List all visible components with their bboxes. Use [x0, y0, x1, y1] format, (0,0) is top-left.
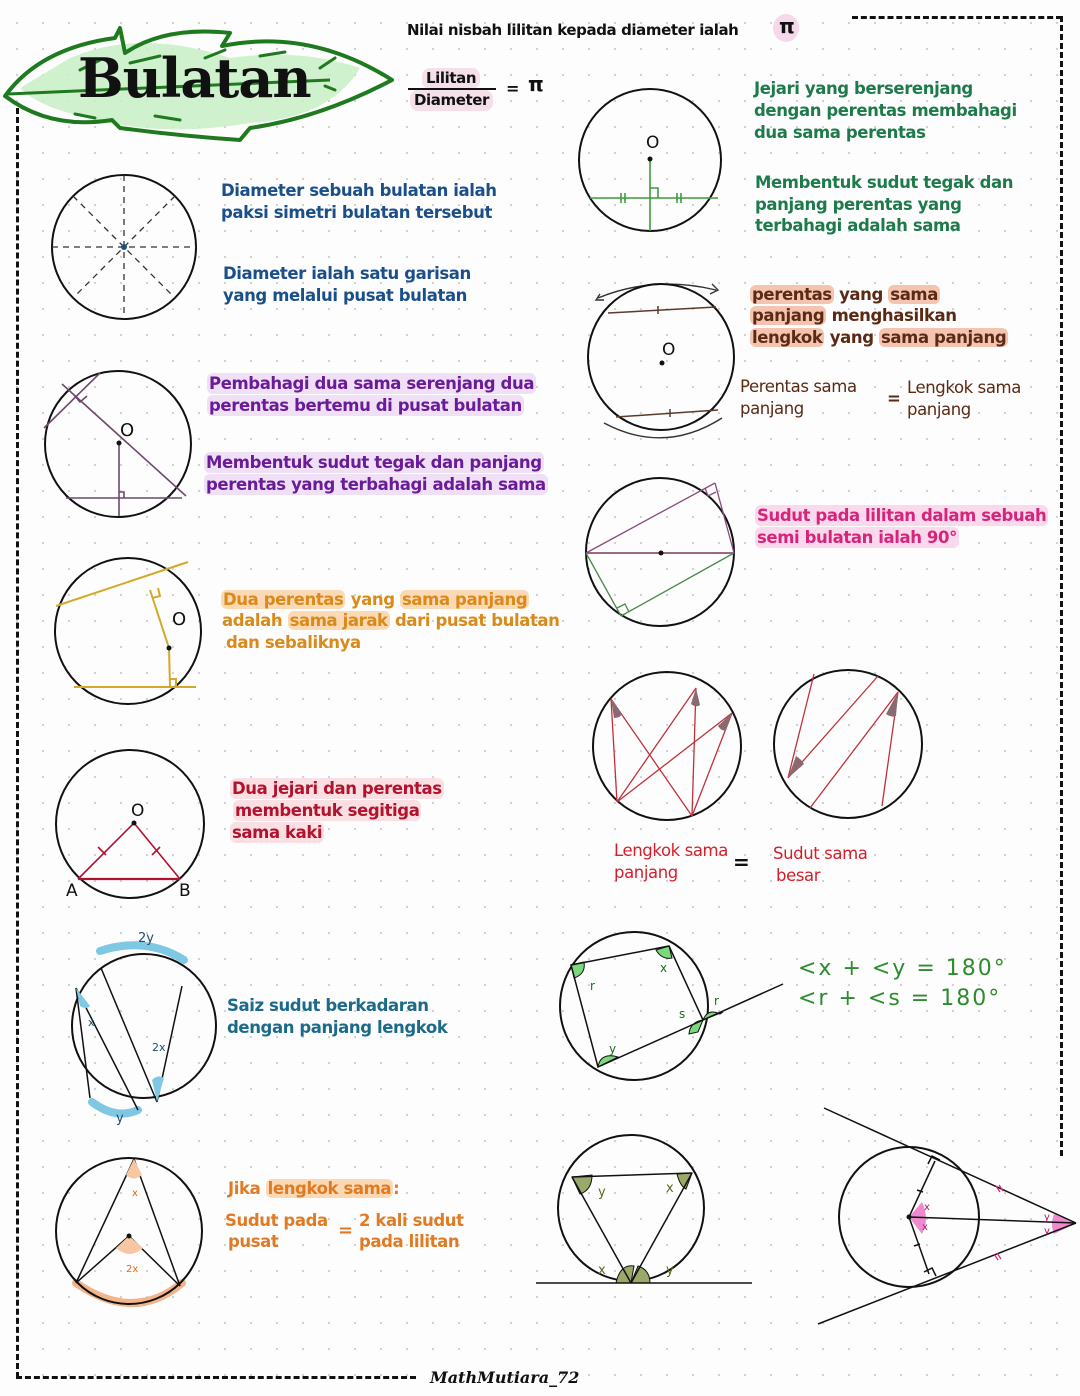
equal-arcs-left-text-1: Lengkok sama	[614, 841, 728, 860]
text-yang: yang	[345, 590, 400, 609]
highlight-perentas: perentas	[752, 285, 832, 304]
highlight-dua-perentas: Dua perentas	[223, 590, 344, 609]
bisector-text-2: perentas bertemu di pusat bulatan	[209, 396, 522, 415]
equals-sign: =	[506, 79, 520, 98]
central-angle-right-2: pada lilitan	[359, 1232, 460, 1251]
diameter-text-4: yang melalui pusat bulatan	[223, 286, 468, 305]
text-adalah: adalah	[222, 611, 288, 630]
svg-text:y: y	[666, 1263, 674, 1278]
equal-arcs-left-text-2: panjang	[614, 863, 678, 882]
svg-text:y: y	[598, 1185, 606, 1200]
diameter-text-3: Diameter ialah satu garisan	[223, 264, 471, 283]
equal-arcs-right-1: Lengkok sama	[907, 378, 1021, 397]
cyclic-equation-2: <r + <s = 180°	[798, 986, 1002, 1011]
equal-arcs-text-2	[750, 305, 957, 326]
fraction-denominator: Diameter	[410, 90, 493, 111]
highlight-sama-panjang: sama panjang	[402, 590, 528, 609]
text-dari-pusat: dari pusat bulatan	[389, 611, 560, 630]
equal-arcs-angles-diagram-1	[592, 670, 747, 825]
proportional-angle-diagram	[56, 928, 216, 1128]
equal-arcs-equals-sign: =	[733, 850, 750, 874]
svg-text:A: A	[66, 881, 78, 901]
central-angle-equals: =	[338, 1220, 353, 1241]
equal-arcs-text-1	[750, 284, 940, 305]
svg-text:x: x	[660, 961, 668, 975]
semicircle-angle-diagram	[584, 476, 736, 628]
bisector-text-1: Pembahagi dua sama serenjang dua	[209, 374, 535, 393]
equal-chords-text-3: dan sebaliknya	[226, 633, 361, 652]
fraction-numerator: Lilitan	[422, 68, 480, 89]
semicircle-text-1: Sudut pada lilitan dalam sebuah	[757, 506, 1047, 525]
svg-text:r: r	[590, 979, 595, 993]
svg-text:x: x	[922, 1222, 928, 1233]
proportional-text-1: Saiz sudut berkadaran	[227, 996, 429, 1015]
equal-arcs-right-2: panjang	[907, 400, 971, 419]
frame-border-left	[16, 108, 19, 1378]
svg-text:2y: 2y	[138, 931, 154, 946]
svg-text:x: x	[88, 1016, 95, 1029]
highlight-panjang: panjang	[752, 306, 825, 325]
equal-angles-right-text-1: Sudut sama	[773, 844, 868, 863]
equal-arcs-left-2: panjang	[740, 399, 804, 418]
alternate-segment-diagram	[534, 1134, 756, 1289]
isosceles-triangle-diagram	[54, 748, 214, 903]
highlight-lengkok: lengkok	[752, 328, 823, 347]
equal-arcs-angles-diagram-2	[774, 664, 926, 824]
central-angle-diagram	[54, 1158, 214, 1318]
radius-text-4: Membentuk sudut tegak dan	[755, 173, 1014, 192]
pi-value: π	[528, 72, 544, 96]
svg-text:O: O	[646, 133, 660, 153]
text-menghasilkan: menghasilkan	[826, 306, 957, 325]
highlight-sama-panjang-2: sama panjang	[881, 328, 1007, 347]
central-angle-left-2: pusat	[228, 1232, 279, 1251]
svg-text:2x: 2x	[152, 1041, 166, 1054]
isosceles-text-1: Dua jejari dan perentas	[232, 779, 442, 798]
frame-border-top	[852, 16, 1062, 19]
text-colon: :	[393, 1179, 400, 1198]
diameter-symmetry-diagram	[50, 172, 200, 322]
svg-text:2x: 2x	[126, 1264, 139, 1275]
radius-perpendicular-diagram	[578, 88, 728, 238]
diameter-text-1: Diameter sebuah bulatan ialah	[221, 181, 497, 200]
isosceles-text-2: membentuk segitiga	[235, 801, 420, 820]
radius-text-1: Jejari yang berserenjang	[754, 79, 973, 98]
text-yang: yang	[833, 285, 889, 304]
radius-text-2: dengan perentas membahagi	[754, 101, 1017, 120]
proportional-text-2: dengan panjang lengkok	[227, 1018, 448, 1037]
svg-text:x: x	[924, 1202, 930, 1213]
radius-text-6: terbahagi adalah sama	[755, 216, 961, 235]
semicircle-text-2: semi bulatan ialah 90°	[757, 528, 957, 547]
svg-text:y: y	[116, 1111, 124, 1126]
equal-chords-arcs-diagram	[594, 280, 734, 450]
equal-chords-text-2	[222, 610, 560, 631]
bisector-text-3: Membentuk sudut tegak dan panjang	[206, 453, 542, 472]
svg-text:y: y	[1044, 1226, 1050, 1237]
svg-text:O: O	[662, 340, 676, 360]
radius-text-3: dua sama perentas	[754, 123, 926, 142]
cyclic-equation-1: <x + <y = 180°	[798, 956, 1007, 981]
highlight-sama: sama	[890, 285, 938, 304]
svg-text:r: r	[714, 994, 719, 1008]
svg-text:O: O	[172, 609, 187, 630]
highlight-sama-jarak: sama jarak	[289, 611, 388, 630]
radius-text-5: panjang perentas yang	[755, 195, 962, 214]
svg-text:y: y	[609, 1042, 617, 1056]
text-jika: Jika	[228, 1179, 266, 1198]
svg-text:B: B	[179, 881, 191, 901]
cyclic-quadrilateral-diagram	[558, 932, 788, 1082]
central-angle-heading	[228, 1178, 399, 1199]
highlight-lengkok-sama: lengkok sama	[267, 1179, 392, 1198]
svg-text:x: x	[598, 1263, 606, 1278]
equal-chords-distance-diagram	[52, 556, 202, 706]
svg-text:y: y	[1044, 1212, 1050, 1223]
central-angle-right-1: 2 kali sudut	[359, 1211, 464, 1230]
pi-symbol: π	[779, 14, 795, 38]
isosceles-text-3: sama kaki	[232, 823, 323, 842]
central-angle-left-1: Sudut pada	[225, 1211, 328, 1230]
equal-chords-text-1	[221, 589, 529, 610]
equal-arcs-left-1: Perentas sama	[740, 377, 857, 396]
equal-angles-right-text-2: besar	[776, 866, 821, 885]
ratio-statement: Nilai nisbah lilitan kepada diameter ialah	[407, 21, 739, 39]
text-yang-2: yang	[824, 328, 879, 347]
equal-arcs-text-3	[750, 327, 1008, 348]
equal-arcs-equals: =	[887, 389, 901, 408]
author-signature: MathMutiara_72	[430, 1368, 580, 1387]
page-title: Bulatan	[78, 46, 311, 110]
frame-border-right	[1060, 16, 1063, 1156]
diameter-text-2: paksi simetri bulatan tersebut	[221, 203, 492, 222]
perpendicular-bisector-diagram	[44, 368, 194, 518]
tangents-diagram	[814, 1104, 1080, 1329]
svg-text:O: O	[131, 801, 145, 821]
svg-text:O: O	[120, 420, 135, 441]
svg-text:x: x	[132, 1188, 138, 1199]
svg-text:x: x	[666, 1181, 674, 1196]
frame-border-bottom	[16, 1376, 416, 1379]
svg-text:s: s	[679, 1007, 686, 1021]
bisector-text-4: perentas yang terbahagi adalah sama	[206, 475, 546, 494]
